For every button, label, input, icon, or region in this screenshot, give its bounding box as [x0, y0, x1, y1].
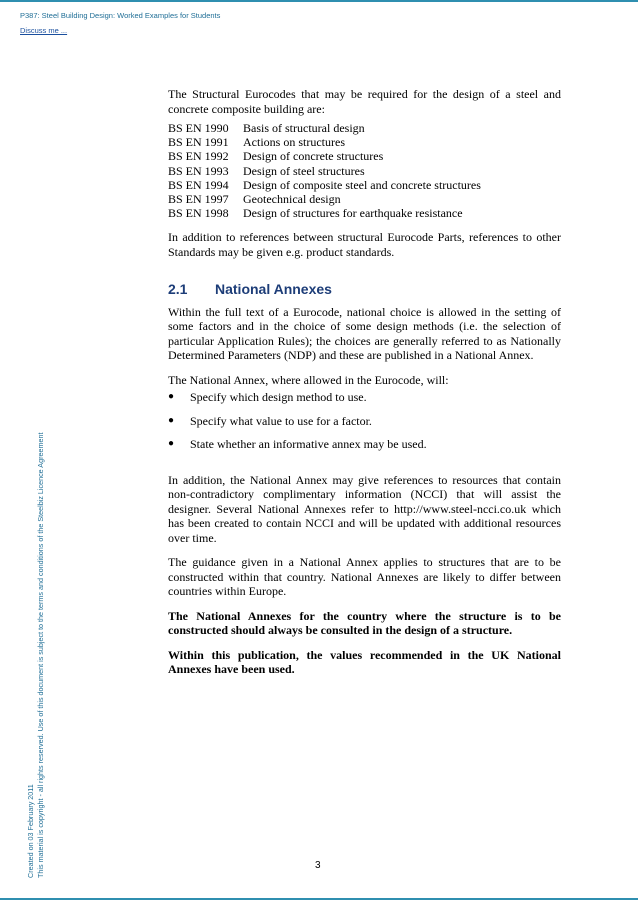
bullet-text: Specify what value to use for a factor. [190, 413, 372, 428]
uk-annex-statement: Within this publication, the values recommended in the UK National Annexes have been used. [168, 647, 561, 677]
standard-row [168, 206, 561, 220]
standard-code: BS EN 1998 [168, 206, 229, 221]
document-title: P387: Steel Building Design: Worked Examples for Students [20, 11, 221, 20]
standard-code: BS EN 1991 [168, 135, 229, 150]
standard-code: BS EN 1994 [168, 177, 229, 192]
standard-title: Actions on structures [243, 135, 345, 150]
bullet-item [168, 390, 561, 414]
standard-title: Design of structures for earthquake resistance [243, 206, 463, 221]
header-rule [0, 0, 638, 2]
national-choice-paragraph: Within the full text of a Eurocode, national choice is allowed in the setting of some factors and in the choice of some design methods (i.e. the selection of particular Application Rules); the choices are generally referred to as Nationally Determined Parameters (NDP) and these are published in a National Annex. [168, 304, 561, 363]
copyright-side-note [26, 433, 45, 878]
bullet-icon: ● [168, 438, 175, 450]
bullet-icon: ● [168, 391, 175, 403]
footer-rule [0, 898, 638, 900]
standard-row [168, 135, 561, 149]
page-content [168, 87, 561, 677]
bullet-text: Specify which design method to use. [190, 390, 367, 405]
section-title: National Annexes [215, 281, 332, 298]
discuss-link[interactable]: Discuss me ... [20, 26, 68, 35]
standards-list [168, 121, 561, 220]
standard-code: BS EN 1993 [168, 163, 229, 178]
consult-annex-statement: The National Annexes for the country where the structure is to be constructed should always be consulted in the design of a structure. [168, 608, 561, 638]
references-paragraph: In addition to references between structural Eurocode Parts, references to other Standards may be given e.g. product standards. [168, 230, 561, 259]
bullet-item [168, 414, 561, 438]
section-number: 2.1 [168, 281, 188, 298]
section-heading [168, 282, 561, 297]
ncci-paragraph: In addition, the National Annex may give references to resources that contain non-contradictory complimentary information (NCCI) that will assist the designer. Several National Annexes refer to http://www.steel-ncci.co.uk which has been created to contain NCCI and will be updated with additional resources over time. [168, 472, 561, 545]
standard-title: Basis of structural design [243, 121, 365, 135]
standard-title: Geotechnical design [243, 191, 341, 206]
bullet-icon: ● [168, 414, 175, 426]
bullet-text: State whether an informative annex may be used. [190, 437, 427, 452]
standard-code: BS EN 1992 [168, 149, 229, 164]
standard-code: BS EN 1990 [168, 121, 229, 135]
page-number: 3 [315, 860, 321, 871]
standard-code: BS EN 1997 [168, 191, 229, 206]
standard-row [168, 192, 561, 206]
standard-row [168, 178, 561, 192]
guidance-paragraph: The guidance given in a National Annex applies to structures that are to be constructed within that country. National Annexes are likely to differ between countries within Europe. [168, 555, 561, 599]
standard-row [168, 121, 561, 135]
standard-title: Design of concrete structures [243, 149, 384, 164]
standard-title: Design of steel structures [243, 163, 365, 178]
bullet-list [168, 390, 561, 461]
creation-date: Created on 03 February 2011 [26, 784, 35, 878]
standard-row [168, 164, 561, 178]
standard-row [168, 149, 561, 163]
intro-paragraph: The Structural Eurocodes that may be required for the design of a steel and concrete composite building are: [168, 87, 561, 116]
standard-title: Design of composite steel and concrete structures [243, 177, 481, 192]
licence-notice: This material is copyright - all rights reserved. Use of this document is subject to the terms and conditions of the Steelbiz Licence Agreement [35, 432, 45, 878]
bullet-item [168, 437, 561, 461]
national-annex-intro: The National Annex, where allowed in the Eurocode, will: [168, 372, 449, 387]
